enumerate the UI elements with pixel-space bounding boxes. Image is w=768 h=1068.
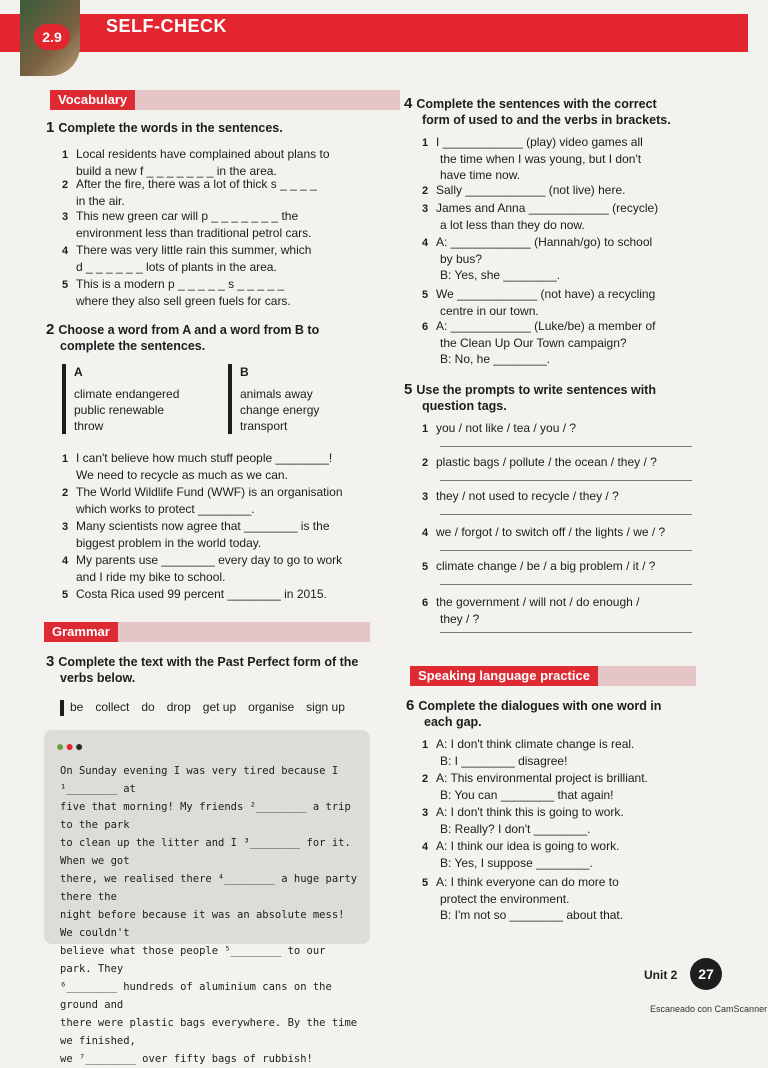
item-line: B: Yes, she ________. xyxy=(440,268,561,282)
item-number: 5 xyxy=(62,279,69,291)
prompt-text-a: we / forgot / to switch off / the lights / we / ? xyxy=(436,525,666,539)
scanner-watermark: Escaneado con CamScanner xyxy=(650,1004,768,1014)
vocabulary-tag: Vocabulary xyxy=(50,90,135,110)
answer-line xyxy=(440,446,692,447)
story-line: we ⁷________ over fifty bags of rubbish! xyxy=(60,1053,313,1065)
dialogue-line: A: I think everyone can do more to xyxy=(436,875,619,889)
prompt-text-a: plastic bags / pollute / the ocean / they / ? xyxy=(436,455,657,469)
dialogue-line: A: This environmental project is brilliant. xyxy=(436,771,648,785)
item-number: 3 xyxy=(62,521,69,533)
story-line: believe what those people ⁵________ to our park. They xyxy=(60,945,326,975)
item-number: 2 xyxy=(422,773,429,785)
exercise-1-instruction: 1 Complete the words in the sentences. xyxy=(46,119,283,136)
item-number: 2 xyxy=(422,457,429,469)
exercise-5-instruction: 5 Use the prompts to write sentences with question tags. xyxy=(404,381,656,413)
item-text-a: I can't believe how much stuff people ________! xyxy=(76,451,333,465)
story-text-box xyxy=(44,730,370,1065)
story-line: to clean up the litter and I ³________ for it. When we got xyxy=(60,837,351,867)
story-line: there, we realised there ⁴________ a huge party there the xyxy=(60,873,358,903)
prompt-text-a: they / not used to recycle / they / ? xyxy=(436,489,619,503)
ex5-item xyxy=(422,594,722,627)
word-bank-word: get up xyxy=(202,700,237,715)
item-number: 3 xyxy=(422,491,429,503)
item-text-b: We need to recycle as much as we can. xyxy=(76,468,288,482)
ex6-item xyxy=(422,804,722,837)
item-number: 5 xyxy=(422,877,429,889)
ex1-item xyxy=(62,176,382,209)
item-text-b: in the air. xyxy=(76,194,125,208)
item-text-a: The World Wildlife Fund (WWF) is an organisation xyxy=(76,485,343,499)
word-bank-bar xyxy=(60,700,64,716)
story-line: ⁶________ hundreds of aluminium cans on the ground and xyxy=(60,981,332,1011)
ex6-item xyxy=(422,838,722,871)
ex1-item xyxy=(62,146,382,179)
item-line: a lot less than they do now. xyxy=(440,218,585,232)
item-text-b: biggest problem in the world today. xyxy=(76,536,262,550)
ex1-item xyxy=(62,276,382,309)
item-number: 5 xyxy=(422,289,429,301)
dialogue-line: B: I'm not so ________ about that. xyxy=(440,908,624,922)
answer-line xyxy=(440,514,692,515)
item-line: the time when I was young, but I don't xyxy=(440,152,642,166)
item-line: Sally ____________ (not live) here. xyxy=(436,183,626,197)
item-number: 3 xyxy=(422,203,429,215)
item-text-a: Costa Rica used 99 percent ________ in 2015. xyxy=(76,587,327,601)
word-bank-word: be xyxy=(70,700,84,715)
item-number: 6 xyxy=(422,321,429,333)
item-number: 5 xyxy=(62,589,69,601)
word-box-a: A climate endangered public renewable throw xyxy=(62,364,224,434)
ex4-item xyxy=(422,134,722,183)
story-dots: ●●● xyxy=(56,738,85,754)
item-text-a: After the fire, there was a lot of thick s _ _ _ _ xyxy=(76,177,317,191)
story-line: night before because it was an absolute mess! We couldn't xyxy=(60,909,345,939)
exercise-2-instruction: 2 Choose a word from A and a word from B to complete the sentences. xyxy=(46,321,320,353)
item-number: 1 xyxy=(422,137,429,149)
ex2-item xyxy=(62,586,382,603)
prompt-text-a: climate change / be / a big problem / it / ? xyxy=(436,559,656,573)
item-text-b: environment less than traditional petrol cars. xyxy=(76,226,312,240)
item-number: 2 xyxy=(62,487,69,499)
item-text-a: This new green car will p _ _ _ _ _ _ _ the xyxy=(76,209,299,223)
ex3-word-bank xyxy=(60,700,357,716)
item-line: by bus? xyxy=(440,252,483,266)
ex4-item xyxy=(422,234,722,283)
dialogue-line: protect the environment. xyxy=(440,892,570,906)
item-text-b: d _ _ _ _ _ _ lots of plants in the area. xyxy=(76,260,277,274)
item-number: 4 xyxy=(422,841,429,853)
ex1-item xyxy=(62,242,382,275)
story-line: there were plastic bags everywhere. By the time we finished, xyxy=(60,1017,358,1047)
item-line: A: ____________ (Hannah/go) to school xyxy=(436,235,653,249)
item-number: 1 xyxy=(62,453,69,465)
prompt-text-b: they / ? xyxy=(440,612,480,626)
word-bank-word: sign up xyxy=(306,700,345,715)
answer-line xyxy=(440,480,692,481)
dialogue-line: A: I think our idea is going to work. xyxy=(436,839,620,853)
unit-label: Unit 2 xyxy=(644,968,678,982)
story-line: On Sunday evening I was very tired because I ¹________ at xyxy=(60,765,339,795)
ex6-item xyxy=(422,770,722,803)
ex2-item xyxy=(62,450,382,483)
dialogue-line: B: Yes, I suppose ________. xyxy=(440,856,593,870)
item-text-a: There was very little rain this summer, which xyxy=(76,243,312,257)
item-number: 1 xyxy=(62,149,69,161)
page-number: 27 xyxy=(690,958,722,990)
ex5-item xyxy=(422,488,722,505)
exercise-4-instruction: 4 Complete the sentences with the correct form of used to and the verbs in brackets. xyxy=(404,95,671,127)
prompt-text-a: the government / will not / do enough / xyxy=(436,595,640,609)
section-number-badge: 2.9 xyxy=(34,24,70,50)
item-line: We ____________ (not have) a recycling xyxy=(436,287,656,301)
item-number: 1 xyxy=(422,739,429,751)
item-number: 5 xyxy=(422,561,429,573)
exercise-6-instruction: 6 Complete the dialogues with one word in each gap. xyxy=(406,697,662,729)
item-text-b: which works to protect ________. xyxy=(76,502,255,516)
answer-line xyxy=(440,550,692,551)
word-bank-word: drop xyxy=(166,700,191,715)
word-bank-word: do xyxy=(141,700,155,715)
word-bank-word: collect xyxy=(95,700,130,715)
item-text-a: Local residents have complained about plans to xyxy=(76,147,330,161)
ex5-item xyxy=(422,558,722,575)
ex4-item xyxy=(422,182,722,199)
item-line: have time now. xyxy=(440,168,521,182)
answer-line xyxy=(440,584,692,585)
item-number: 4 xyxy=(62,555,69,567)
story-text xyxy=(60,762,360,1068)
ex5-item xyxy=(422,454,722,471)
item-text-b: and I ride my bike to school. xyxy=(76,570,226,584)
item-text-a: My parents use ________ every day to go to work xyxy=(76,553,343,567)
ex4-item xyxy=(422,200,722,233)
item-number: 3 xyxy=(62,211,69,223)
item-line: James and Anna ____________ (recycle) xyxy=(436,201,659,215)
item-number: 4 xyxy=(422,237,429,249)
item-line: the Clean Up Our Town campaign? xyxy=(440,336,627,350)
dialogue-line: A: I don't think this is going to work. xyxy=(436,805,624,819)
item-text-a: Many scientists now agree that ________ is the xyxy=(76,519,330,533)
item-text-b: build a new f _ _ _ _ _ _ _ in the area. xyxy=(76,164,277,178)
ex2-item xyxy=(62,518,382,551)
item-number: 2 xyxy=(422,185,429,197)
word-box-b: B animals away change energy transport xyxy=(228,364,390,434)
item-number: 6 xyxy=(422,597,429,609)
item-number: 2 xyxy=(62,179,69,191)
ex6-item xyxy=(422,736,722,769)
ex2-item xyxy=(62,484,382,517)
ex5-item xyxy=(422,524,722,541)
word-bank-word: organise xyxy=(248,700,295,715)
prompt-text-a: you / not like / tea / you / ? xyxy=(436,421,577,435)
item-number: 4 xyxy=(422,527,429,539)
ex6-item xyxy=(422,874,722,923)
ex4-item xyxy=(422,318,722,367)
answer-line xyxy=(440,632,692,633)
item-text-b: where they also sell green fuels for cars. xyxy=(76,294,291,308)
story-line: five that morning! My friends ²________ a trip to the park xyxy=(60,801,351,831)
page-title: SELF-CHECK xyxy=(106,16,227,36)
item-line: A: ____________ (Luke/be) a member of xyxy=(436,319,656,333)
dialogue-line: B: I ________ disagree! xyxy=(440,754,568,768)
ex5-item xyxy=(422,420,722,437)
exercise-3-instruction: 3 Complete the text with the Past Perfect form of the verbs below. xyxy=(46,653,359,685)
item-line: I ____________ (play) video games all xyxy=(436,135,643,149)
item-line: centre in our town. xyxy=(440,304,539,318)
ex2-item xyxy=(62,552,382,585)
item-line: B: No, he ________. xyxy=(440,352,551,366)
ex4-item xyxy=(422,286,722,319)
item-number: 1 xyxy=(422,423,429,435)
dialogue-line: B: You can ________ that again! xyxy=(440,788,614,802)
item-text-a: This is a modern p _ _ _ _ _ s _ _ _ _ _ xyxy=(76,277,285,291)
item-number: 4 xyxy=(62,245,69,257)
speaking-tag: Speaking language practice xyxy=(410,666,598,686)
dialogue-line: A: I don't think climate change is real. xyxy=(436,737,635,751)
item-number: 3 xyxy=(422,807,429,819)
ex1-item xyxy=(62,208,382,241)
dialogue-line: B: Really? I don't ________. xyxy=(440,822,591,836)
grammar-tag: Grammar xyxy=(44,622,118,642)
